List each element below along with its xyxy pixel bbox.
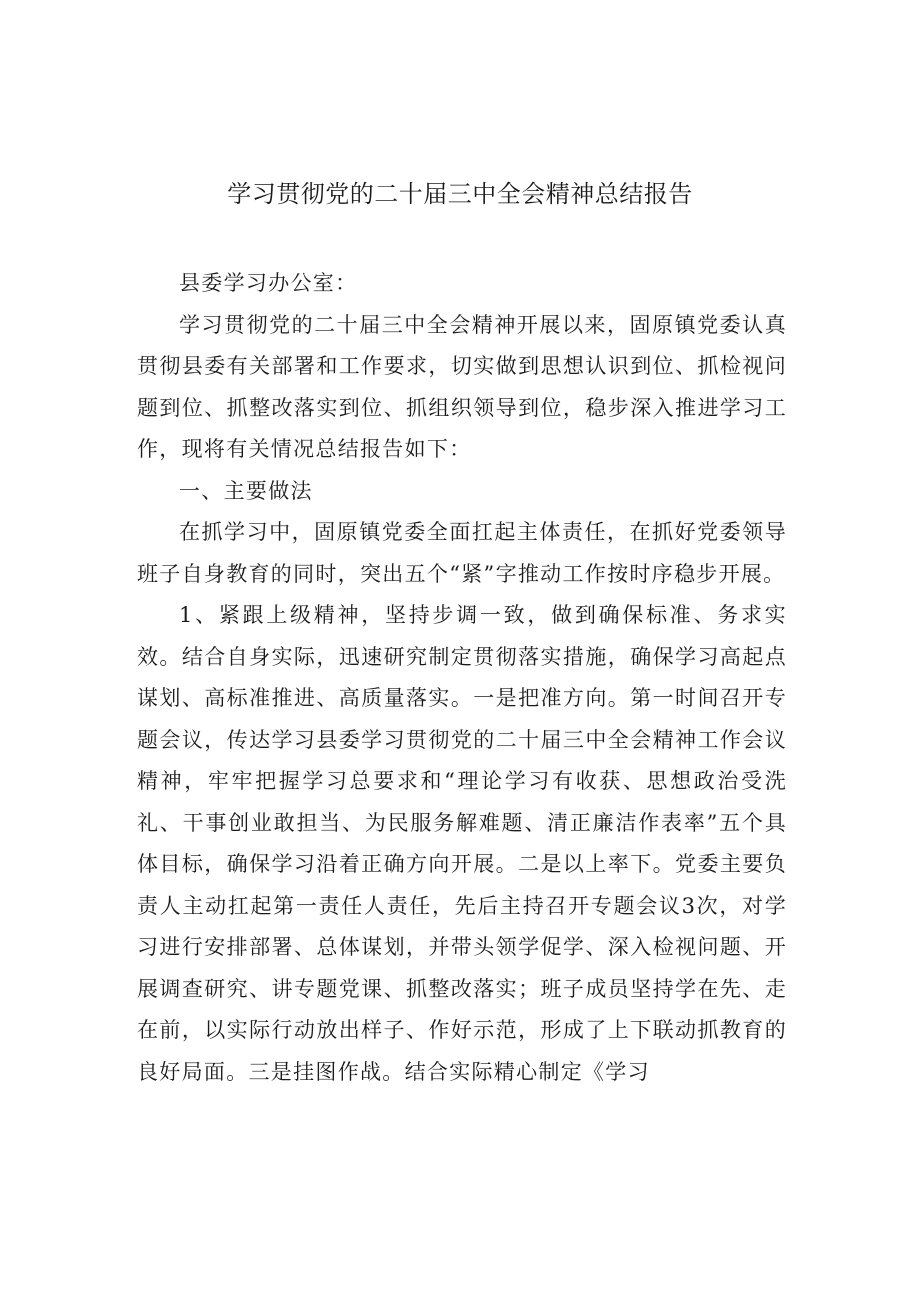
salutation: 县委学习办公室： — [179, 271, 358, 295]
intro-paragraph: 学习贯彻党的二十届三中全会精神开展以来，固原镇党委认真贯彻县委有关部署和工作要求，切实做到思想认识到位、抓检视问题到位、抓整改落实到位、抓组织领导到位，稳步深入推进学习工作，现将有关情况总结报告如下： — [137, 312, 787, 461]
section-intro-paragraph: 在抓学习中，固原镇党委全面扛起主体责任，在抓好党委领导班子自身教育的同时，突出五个“紧”字推动工作按时序稳步开展。 — [137, 520, 787, 586]
item-1-paragraph: 1、紧跟上级精神，坚持步调一致，做到确保标准、务求实效。结合自身实际，迅速研究制定贯彻落实措施，确保学习高起点谋划、高标准推进、高质量落实。一是把准方向。第一时间召开专题会议，传达学习县委学习贯彻党的二十届三中全会精神工作会议精神，牢牢把握学习总要求和“理论学习有收获、思想政治受洗礼、干事创业敢担当、为民服务解难题、清正廉洁作表率”五个具体目标，确保学习沿着正确方向开展。二是以上率下。党委主要负责人主动扛起第一责任人责任，先后主持召开专题会议3次，对学习进行安排部署、总体谋划，并带头领学促学、深入检视问题、开展调查研究、讲专题党课、抓整改落实；班子成员坚持学在先、走在前，以实际行动放出样子、作好示范，形成了上下联动抓教育的良好局面。三是挂图作战。结合实际精心制定《学习 — [137, 603, 787, 1084]
document-title: 学习贯彻党的二十届三中全会精神总结报告 — [227, 180, 693, 208]
document-body — [137, 263, 787, 1093]
section-heading-main-practices: 一、主要做法 — [179, 478, 313, 503]
